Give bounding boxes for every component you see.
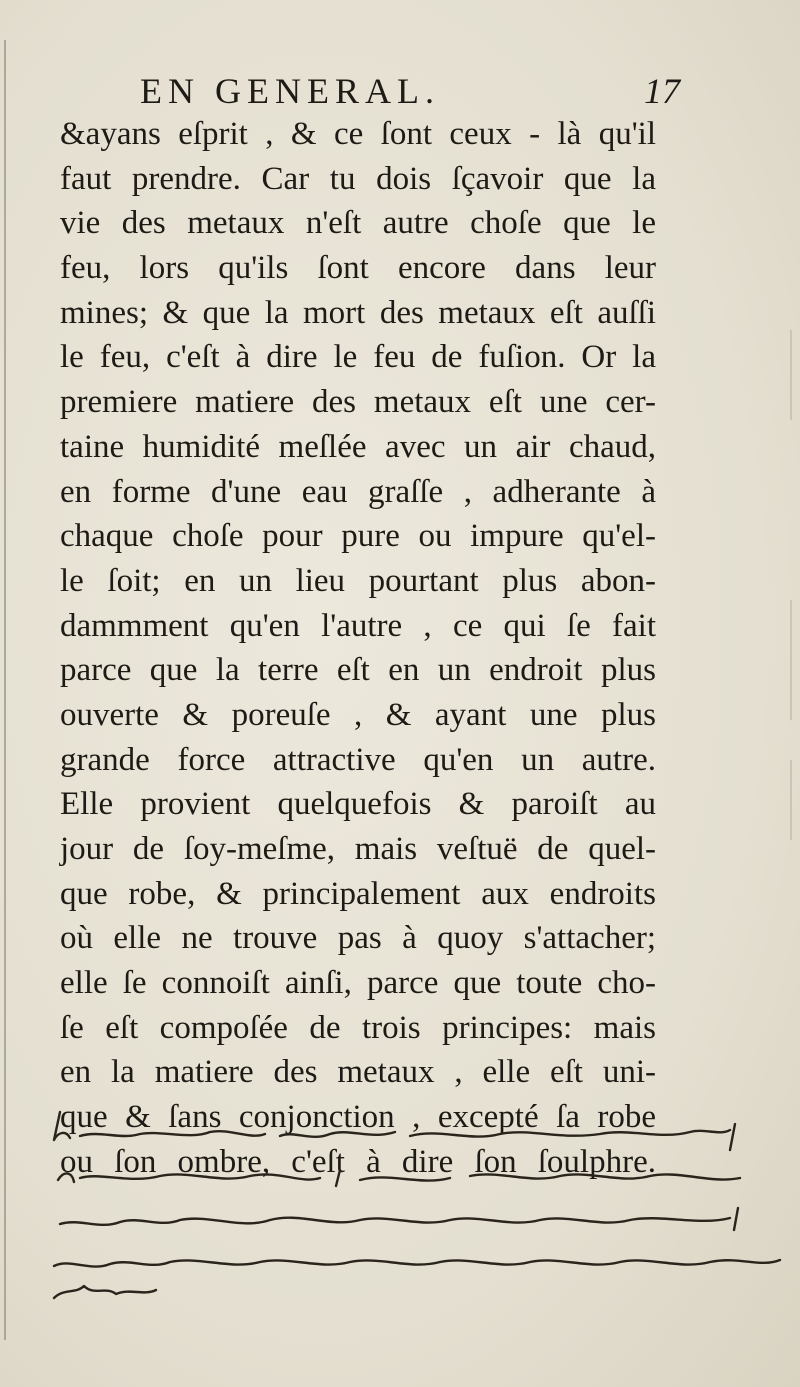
text-line: où elle ne trouve pas à quoy s'attacher; bbox=[60, 920, 656, 957]
body-text bbox=[60, 112, 656, 1185]
text-line: vie des metaux n'eſt autre choſe que le bbox=[60, 205, 656, 242]
text-line: taine humidité meſlée avec un air chaud, bbox=[60, 428, 656, 465]
text-line: en forme d'une eau graſſe , adherante à bbox=[60, 473, 656, 510]
handwritten-annotation bbox=[40, 1100, 790, 1300]
page-number: 17 bbox=[644, 71, 680, 111]
text-line: grande force attractive qu'en un autre. bbox=[60, 741, 656, 778]
text-line: ouverte & poreuſe , & ayant une plus bbox=[60, 696, 656, 733]
text-line: elle ſe connoiſt ainſi, parce que toute cho- bbox=[60, 965, 656, 1002]
text-line: feu, lors qu'ils ſont encore dans leur bbox=[60, 250, 656, 287]
text-line: que robe, & principalement aux endroits bbox=[60, 875, 656, 912]
bleed-through-mark bbox=[790, 600, 792, 720]
text-line: que & ſans conjonction , excepté ſa robe bbox=[60, 1099, 656, 1136]
text-line: dammment qu'en l'autre , ce qui ſe fait bbox=[60, 607, 656, 644]
text-line: le feu, c'eſt à dire le feu de fuſion. Or la bbox=[60, 339, 656, 376]
text-line: ſe eſt compoſée de trois principes: mais bbox=[60, 1009, 656, 1046]
text-line: parce que la terre eſt en un endroit plus bbox=[60, 652, 656, 689]
running-title: EN GENERAL. bbox=[140, 71, 440, 111]
text-line: jour de ſoy-meſme, mais veſtuë de quel- bbox=[60, 831, 656, 867]
text-line: ou ſon ombre, c'eſt à dire ſon ſoulphre. bbox=[60, 1143, 656, 1180]
text-line: &ayans eſprit , & ce ſont ceux - là qu'il bbox=[60, 116, 656, 152]
running-head bbox=[140, 68, 680, 114]
text-line: faut prendre. Car tu dois ſçavoir que la bbox=[60, 160, 656, 197]
text-line: premiere matiere des metaux eſt une cer- bbox=[60, 384, 656, 421]
bleed-through-mark bbox=[790, 760, 792, 840]
text-line: Elle provient quelquefois & paroiſt au bbox=[60, 786, 656, 823]
text-line: le ſoit; en un lieu pourtant plus abon- bbox=[60, 562, 656, 599]
bleed-through-mark bbox=[790, 330, 792, 420]
gutter-edge bbox=[4, 40, 6, 1340]
text-line: en la matiere des metaux , elle eſt uni- bbox=[60, 1054, 656, 1091]
text-line: mines; & que la mort des metaux eſt auſſi bbox=[60, 294, 656, 331]
text-line: chaque choſe pour pure ou impure qu'el- bbox=[60, 518, 656, 555]
